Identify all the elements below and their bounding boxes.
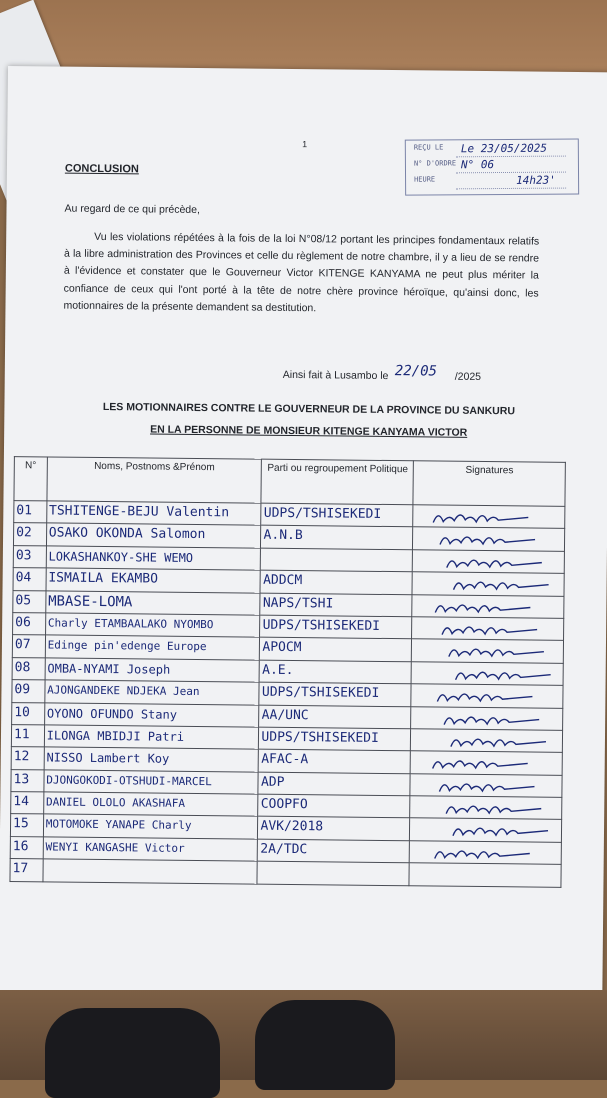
row-party [260, 615, 412, 639]
stamp-label-received: REÇU LE [413, 143, 444, 152]
row-party-text: COOPFO [260, 796, 308, 813]
row-party-text: A.N.B [263, 528, 303, 544]
row-signature [410, 751, 562, 775]
row-name [46, 523, 261, 548]
row-party [261, 503, 413, 527]
row-name [45, 590, 260, 615]
row-name [43, 859, 258, 884]
row-name-text: Edinge pin'edenge Europe [47, 638, 207, 654]
stamp-number: N° 06 [460, 158, 495, 172]
row-signature [411, 684, 563, 708]
row-number-text: 08 [14, 659, 31, 676]
row-name [43, 837, 258, 862]
row-signature [412, 617, 564, 641]
row-number [12, 635, 45, 658]
row-name [44, 770, 259, 795]
row-party-text: UDPS/TSHISEKEDI [261, 684, 380, 702]
row-name [46, 546, 261, 571]
row-number-text: 14 [13, 794, 30, 810]
row-number-text: 06 [15, 615, 31, 631]
row-name-text: OMBA-NYAMI Joseph [47, 661, 171, 677]
page-number: 1 [302, 139, 308, 150]
row-name-text: AJONGANDEKE NDJEKA Jean [47, 683, 200, 699]
row-party [261, 548, 413, 572]
row-number-text: 12 [13, 749, 30, 765]
row-party [260, 593, 412, 617]
row-name [46, 568, 261, 593]
row-name [45, 635, 260, 660]
row-party-text: NAPS/TSHI [262, 595, 334, 611]
row-number [13, 613, 46, 636]
row-party [259, 749, 411, 773]
row-number [12, 680, 45, 703]
row-party [261, 526, 413, 550]
row-number [13, 545, 46, 568]
row-number-text: 17 [12, 861, 29, 877]
row-signature [412, 594, 564, 618]
list-heading: LES MOTIONNAIRES CONTRE LE GOUVERNEUR DE LA PROVINCE DU SANKURU [102, 401, 516, 418]
row-signature [411, 729, 563, 753]
row-signature [413, 527, 565, 551]
stamp-time: 14h23' [516, 173, 556, 187]
row-name-text: NISSO Lambert Koy [46, 750, 170, 767]
row-name-text: MOTOMOKE YANAPE Charly [45, 817, 192, 833]
row-name-text: DANIEL OLOLO AKASHAFA [45, 795, 186, 810]
row-party-text: 2A/TDC [260, 841, 308, 858]
row-name-text: DJONGOKODI-OTSHUDI-MARCEL [46, 773, 212, 788]
row-number [10, 859, 43, 882]
row-party [258, 794, 410, 818]
row-party [259, 705, 411, 729]
header-signature: Signatures [413, 461, 565, 507]
row-name-text: ISMAILA EKAMBO [48, 570, 159, 587]
row-party [260, 570, 412, 594]
stamp-label-time: HEURE [414, 175, 436, 184]
section-title: CONCLUSION [64, 162, 139, 176]
shoe-left [45, 1008, 220, 1098]
row-party [259, 727, 411, 751]
row-number-text: 05 [15, 592, 32, 608]
row-number-text: 09 [14, 682, 31, 698]
row-party [258, 817, 410, 841]
row-number [13, 590, 46, 613]
body-paragraph: Vu les violations répétées à la fois de la loi N°08/12 portant les principes fondamentaux relatifs à la libre administration des Provinces et celle du règlement de notre chambre, il y a lieu de se rendre à l'évidence et constater que le Gouverneur Victor KITENGE KANYAMA ne peut plus mériter la confiance de ceux qui l'ont porté à la tête de notre chère province héroïque, qu'ainsi donc, les motionnaires de la présente demandent sa destitution. [63, 230, 540, 315]
row-signature [409, 863, 561, 887]
row-number [11, 769, 44, 792]
table-row [10, 859, 561, 887]
row-party-text: AA/UNC [261, 707, 309, 723]
row-name-text: LOKASHANKOY-SHE WEMO [48, 549, 194, 565]
row-number [11, 724, 44, 747]
row-signature [413, 550, 565, 574]
row-number [14, 501, 47, 524]
row-name-text: OYONO OFUNDO Stany [46, 705, 178, 722]
row-name-text: WENYI KANGASHE Victor [45, 840, 185, 855]
row-party [259, 682, 411, 706]
row-signature [409, 841, 561, 865]
row-party [260, 638, 412, 662]
row-signature [410, 818, 562, 842]
row-number [10, 814, 43, 837]
header-name: Noms, Postnoms &Prénom [47, 457, 262, 503]
row-party [257, 861, 409, 885]
row-signature [412, 572, 564, 596]
signatories-table [9, 456, 565, 887]
row-signature [413, 505, 565, 529]
row-name-text: OSAKO OKONDA Salomon [48, 525, 206, 543]
signoff-date: 22/05 [394, 363, 438, 380]
intro-line: Au regard de ce qui précède, [64, 202, 201, 217]
row-party-text: UDPS/TSHISEKEDI [262, 617, 381, 634]
row-name [46, 501, 261, 526]
row-party-text: ADP [260, 774, 285, 790]
row-number-text: 03 [15, 547, 32, 564]
row-number [13, 568, 46, 591]
row-name-text: TSHITENGE-BEJU Valentin [48, 503, 230, 521]
row-number [12, 702, 45, 725]
row-party-text: UDPS/TSHISEKEDI [263, 505, 382, 522]
row-number-text: 11 [13, 727, 30, 743]
row-name [44, 702, 259, 727]
row-party-text: A.E. [262, 662, 294, 678]
row-number-text: 07 [14, 637, 31, 653]
stamp-label-order: N° D'ORDRE [413, 159, 457, 168]
row-signature [411, 661, 563, 685]
row-name [43, 814, 258, 839]
row-number [11, 792, 44, 815]
row-name-text: Charly ETAMBAALAKO NYOMBO [47, 616, 214, 632]
row-number-text: 10 [14, 704, 30, 720]
row-signature [410, 796, 562, 820]
header-number: N° [14, 457, 47, 501]
row-party-text: AFAC-A [261, 751, 309, 768]
shoe-right [255, 1000, 395, 1090]
row-number [13, 523, 46, 546]
row-number-text: 04 [15, 570, 32, 586]
table-header-row [14, 457, 565, 507]
row-number [10, 836, 43, 859]
row-number-text: 16 [12, 838, 29, 855]
row-name [45, 680, 260, 705]
signoff-place: Ainsi fait à Lusambo le [282, 368, 389, 383]
row-party-text: ADDCM [263, 572, 303, 589]
row-name [45, 658, 260, 683]
row-number-text: 13 [13, 771, 30, 787]
row-party [258, 839, 410, 863]
list-subheading: EN LA PERSONNE DE MONSIEUR KITENGE KANYAMA VICTOR [150, 423, 468, 439]
row-number-text: 01 [16, 503, 33, 519]
row-party-text: APOCM [262, 640, 302, 656]
row-signature [410, 773, 562, 797]
row-number [12, 657, 45, 680]
row-signature [412, 639, 564, 663]
row-name [44, 747, 259, 772]
row-name [45, 613, 260, 638]
row-name-text: MBASE-LOMA [48, 593, 133, 610]
signoff-year: /2025 [454, 370, 482, 383]
row-name-text: ILONGA MBIDJI Patri [46, 728, 185, 744]
row-number-text: 02 [16, 525, 32, 541]
row-party [260, 660, 412, 684]
row-name [44, 725, 259, 750]
row-number-text: 15 [12, 816, 29, 832]
header-party: Parti ou regroupement Politique [261, 459, 413, 505]
document-page [0, 66, 607, 1002]
row-number [11, 747, 44, 770]
row-name [43, 792, 258, 817]
row-party [258, 772, 410, 796]
reception-stamp [405, 138, 579, 195]
row-party-text: UDPS/TSHISEKEDI [261, 729, 379, 746]
row-party-text: AVK/2018 [260, 819, 324, 835]
row-signature [411, 706, 563, 730]
stamp-date: Le 23/05/2025 [460, 141, 547, 156]
